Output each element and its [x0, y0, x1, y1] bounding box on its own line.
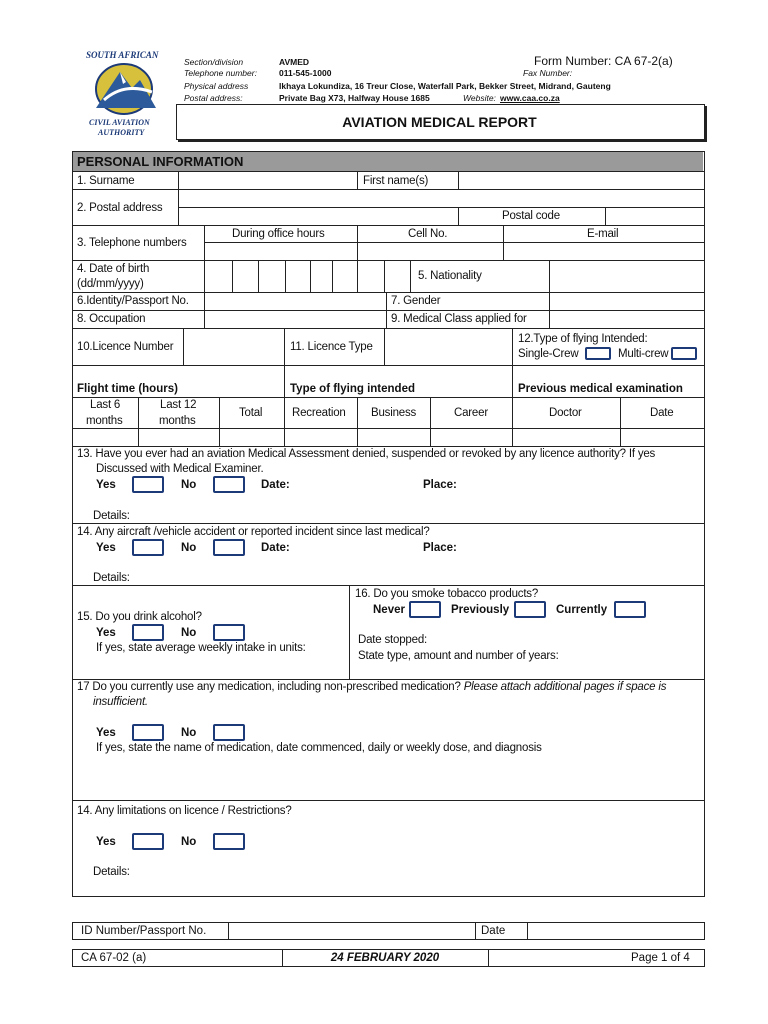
grid-line	[72, 292, 704, 293]
medical-class-label: 9. Medical Class applied for	[391, 313, 527, 325]
grid-line	[72, 225, 704, 226]
section-label: Section/division	[184, 57, 244, 67]
q17-yes-label: Yes	[96, 727, 116, 739]
identity-label: 6.Identity/Passport No.	[77, 295, 189, 307]
q15-yes-checkbox[interactable]	[132, 624, 164, 641]
limitations-no-label: No	[181, 836, 197, 848]
q14-no-checkbox[interactable]	[213, 539, 245, 556]
q14-place-label: Place:	[423, 542, 457, 554]
grid-line	[384, 328, 385, 365]
grid-line	[512, 365, 513, 446]
grid-line	[503, 225, 504, 260]
q14-yes-checkbox[interactable]	[132, 539, 164, 556]
q17-no-label: No	[181, 727, 197, 739]
q13-place-label: Place:	[423, 479, 457, 491]
licence-type-label: 11. Licence Type	[290, 341, 373, 353]
q16-never-label: Never	[373, 604, 405, 616]
q16-text: 16. Do you smoke tobacco products?	[355, 588, 539, 600]
grid-line	[72, 523, 704, 524]
postal-label: Postal address:	[184, 93, 243, 103]
physical-value: Ikhaya Lokundiza, 16 Treur Close, Waterfall Park, Bekker Street, Midrand, Gauteng	[279, 81, 611, 91]
q14-yes-label: Yes	[96, 542, 116, 554]
career-label: Career	[454, 407, 488, 419]
grid-line	[72, 585, 704, 586]
q14-text: 14. Any aircraft /vehicle accident or reported incident since last medical?	[77, 526, 430, 538]
grid-line	[72, 679, 704, 680]
grid-line	[72, 397, 704, 398]
doctor-label: Doctor	[549, 407, 582, 419]
fax-label: Fax Number:	[523, 68, 573, 78]
limitations-no-checkbox[interactable]	[213, 833, 245, 850]
grid-line	[183, 328, 184, 365]
grid-line	[72, 800, 704, 801]
q17-text	[77, 681, 666, 694]
dob-format-label: (dd/mm/yyyy)	[77, 278, 144, 290]
grid-line	[204, 225, 205, 328]
q17-text-main: 17 Do you currently use any medication, including non-prescribed medication?	[77, 681, 461, 693]
q13-yes-checkbox[interactable]	[132, 476, 164, 493]
phone-label: Telephone number:	[184, 68, 257, 78]
grid-line	[178, 171, 179, 225]
logo-line2: CIVIL AVIATION	[89, 118, 150, 127]
grid-line	[232, 260, 233, 292]
grid-line	[620, 397, 621, 446]
q16-currently-checkbox[interactable]	[614, 601, 646, 618]
multi-crew-checkbox[interactable]	[671, 347, 697, 360]
q13-no-label: No	[181, 479, 197, 491]
q13-date-label: Date:	[261, 479, 290, 491]
limitations-text: 14. Any limitations on licence / Restrictions?	[77, 805, 292, 817]
surname-label: 1. Surname	[77, 175, 135, 187]
dob-label: 4. Date of birth	[77, 263, 150, 275]
grid-line	[285, 260, 286, 292]
grid-line	[178, 207, 704, 208]
single-crew-checkbox[interactable]	[585, 347, 611, 360]
grid-line	[488, 949, 489, 966]
q14-details-label: Details:	[93, 572, 130, 584]
grid-line	[386, 292, 387, 328]
website-label: Website:	[463, 93, 496, 103]
grid-line	[72, 365, 704, 366]
footer-date-label: Date	[481, 925, 506, 937]
grid-line	[219, 397, 220, 446]
email-label: E-mail	[587, 228, 619, 240]
footer-form-code: CA 67-02 (a)	[81, 952, 147, 964]
first-names-label: First name(s)	[363, 175, 429, 187]
q17-no-checkbox[interactable]	[213, 724, 245, 741]
last12-label: Last 12	[160, 399, 197, 411]
grid-line	[357, 171, 358, 189]
footer-page-number: Page 1 of 4	[631, 952, 690, 964]
grid-line	[349, 585, 350, 679]
flight-time-heading: Flight time (hours)	[77, 383, 178, 395]
q13-yes-label: Yes	[96, 479, 116, 491]
last6-label: Last 6	[90, 399, 121, 411]
q16-never-checkbox[interactable]	[409, 601, 441, 618]
grid-line	[284, 397, 285, 446]
q17-text-2: insufficient.	[93, 696, 148, 708]
grid-line	[72, 310, 704, 311]
q13-no-checkbox[interactable]	[213, 476, 245, 493]
physical-label: Physical address	[184, 81, 249, 91]
grid-line	[357, 260, 358, 292]
grid-line	[357, 225, 358, 260]
q15-yes-label: Yes	[96, 627, 116, 639]
flying-type-label: 12.Type of flying Intended:	[518, 333, 648, 345]
q16-previously-checkbox[interactable]	[514, 601, 546, 618]
q13-details-label: Details:	[93, 510, 130, 522]
limitations-yes-label: Yes	[96, 836, 116, 848]
q17-note: If yes, state the name of medication, date commenced, daily or weekly dose, and diagnosis	[96, 742, 542, 754]
section-value: AVMED	[279, 57, 310, 67]
multi-crew-label: Multi-crew	[618, 348, 669, 360]
logo-emblem	[90, 62, 160, 116]
grid-line	[284, 365, 285, 397]
limitations-details-label: Details:	[93, 866, 130, 878]
q15-no-checkbox[interactable]	[213, 624, 245, 641]
occupation-label: 8. Occupation	[77, 313, 146, 325]
gender-label: 7. Gender	[391, 295, 441, 307]
grid-line	[138, 397, 139, 446]
total-label: Total	[239, 407, 263, 419]
business-label: Business	[371, 407, 417, 419]
previous-exam-heading: Previous medical examination	[518, 383, 683, 395]
telephone-label: 3. Telephone numbers	[77, 237, 187, 249]
licence-number-label: 10.Licence Number	[77, 341, 174, 353]
q16-date-stopped: Date stopped:	[358, 634, 428, 646]
q15-text: 15. Do you drink alcohol?	[77, 611, 202, 623]
q13-text: 13. Have you ever had an aviation Medical Assessment denied, suspended or revoked by any licence authority? If yes	[77, 448, 656, 460]
grid-line	[458, 171, 459, 189]
nationality-label: 5. Nationality	[418, 270, 482, 282]
office-hours-label: During office hours	[232, 228, 325, 240]
website-value: www.caa.co.za	[500, 93, 560, 103]
postal-value: Private Bag X73, Halfway House 1685	[279, 93, 430, 103]
phone-value: 011-545-1000	[279, 68, 332, 78]
form-outline	[72, 151, 705, 897]
logo-line3: AUTHORITY	[98, 128, 145, 137]
grid-line	[332, 260, 333, 292]
last12-months-label: months	[159, 415, 196, 427]
type-flying-heading: Type of flying intended	[290, 383, 416, 395]
footer-id-label: ID Number/Passport No.	[81, 925, 207, 937]
postal-address-label: 2. Postal address	[77, 202, 163, 214]
grid-line	[430, 397, 431, 446]
grid-line	[72, 446, 704, 447]
grid-line	[72, 260, 704, 261]
q15-note: If yes, state average weekly intake in units:	[96, 642, 306, 654]
limitations-yes-checkbox[interactable]	[132, 833, 164, 850]
grid-line	[284, 328, 285, 365]
grid-line	[72, 328, 704, 329]
q13-text-2: Discussed with Medical Examiner.	[96, 463, 264, 475]
postal-code-label: Postal code	[502, 210, 560, 222]
grid-line	[72, 189, 704, 190]
section-title-personal: PERSONAL INFORMATION	[77, 154, 244, 169]
grid-line	[475, 922, 476, 939]
q16-previously-label: Previously	[451, 604, 510, 616]
last6-months-label: months	[86, 415, 123, 427]
q16-currently-label: Currently	[556, 604, 608, 616]
grid-line	[512, 328, 513, 365]
single-crew-label: Single-Crew	[518, 348, 579, 360]
cell-label: Cell No.	[408, 228, 448, 240]
logo-line1: SOUTH AFRICAN	[86, 50, 159, 60]
q17-text-italic: Please attach additional pages if space is	[463, 681, 667, 693]
grid-line	[310, 260, 311, 292]
q15-no-label: No	[181, 627, 197, 639]
recreation-label: Recreation	[292, 407, 346, 419]
caa-logo	[82, 50, 168, 140]
grid-line	[357, 397, 358, 446]
footer-issue-date: 24 FEBRUARY 2020	[330, 952, 440, 964]
grid-line	[410, 260, 411, 292]
grid-line	[605, 207, 606, 225]
date-label: Date	[650, 407, 674, 419]
grid-line	[458, 207, 459, 225]
grid-line	[384, 260, 385, 292]
form-number: Form Number: CA 67-2(a)	[534, 54, 673, 68]
page-title: AVIATION MEDICAL REPORT	[342, 114, 537, 130]
grid-line	[72, 428, 704, 429]
q14-date-label: Date:	[261, 542, 290, 554]
grid-line	[228, 922, 229, 939]
grid-line	[258, 260, 259, 292]
q14-no-label: No	[181, 542, 197, 554]
grid-line	[527, 922, 528, 939]
q17-yes-checkbox[interactable]	[132, 724, 164, 741]
grid-line	[204, 242, 704, 243]
grid-line	[549, 260, 550, 328]
q16-state-type: State type, amount and number of years:	[358, 650, 559, 662]
grid-line	[72, 171, 704, 172]
